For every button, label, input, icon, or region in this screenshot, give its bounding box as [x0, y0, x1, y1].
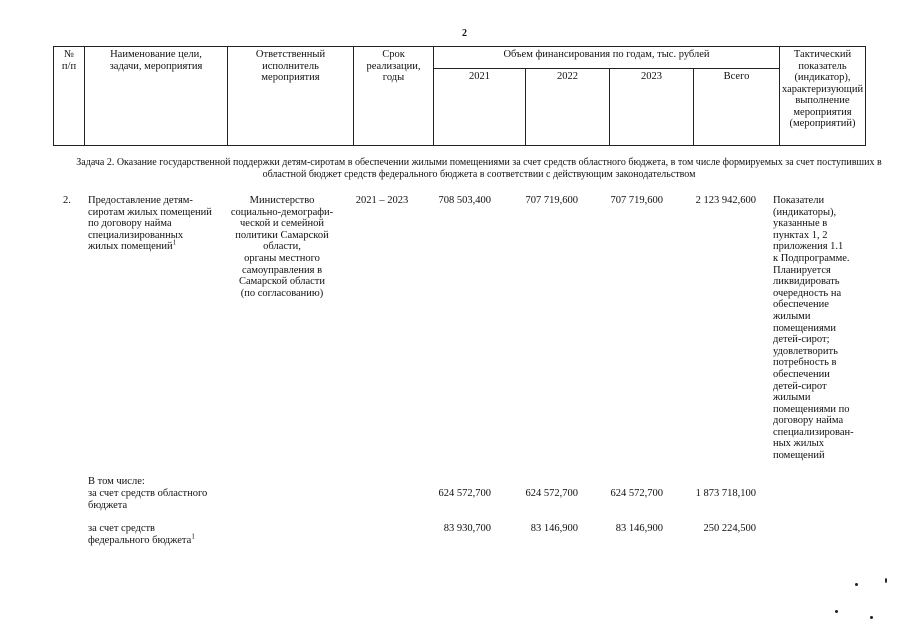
row-name	[88, 195, 233, 253]
regional-value-total: 1 873 718,100	[695, 488, 756, 499]
task-title: Задача 2. Оказание государственной поддержки детям-сиротам в обеспечении жилыми помещениями за счет средств областного бюджета, в том числе формируемых за счет поступивших в областной бюджет средств федерального бюджета в соответствии с действующим законодательством	[76, 157, 882, 180]
row-value-2021: 708 503,400	[438, 195, 491, 206]
federal-label-text: за счет средств федерального бюджета	[88, 523, 192, 546]
col-header-indicator: Тактический показатель (индикатор), характеризующий выполнение мероприятия (мероприятий)	[780, 47, 866, 146]
col-header-term: Срок реализации, годы	[354, 47, 434, 146]
regional-value-2022: 624 572,700	[525, 488, 578, 499]
federal-label-footnote: 1	[191, 532, 195, 541]
federal-value-2022: 83 146,900	[530, 523, 578, 534]
col-header-funding: Объем финансирования по годам, тыс. рублей	[434, 47, 780, 69]
col-header-2022: 2022	[526, 69, 610, 146]
regional-label: за счет средств областного бюджета	[88, 488, 208, 511]
row-value-total: 2 123 942,600	[695, 195, 756, 206]
federal-value-total: 250 224,500	[703, 523, 756, 534]
row-value-2022: 707 719,600	[525, 195, 578, 206]
col-header-num: № п/п	[54, 47, 85, 146]
row-executor: Министерство социально-демографи- ческой и семейной политики Самарской области, органы местного самоуправления в Самарской области (по согласованию)	[230, 195, 334, 299]
row-name-text: Предоставление детям- сиротам жилых помещений по договору найма специализированных жилых помещений	[88, 195, 212, 253]
federal-value-2023: 83 146,900	[615, 523, 663, 534]
col-header-2021: 2021	[434, 69, 526, 146]
row-value-2023: 707 719,600	[610, 195, 663, 206]
col-header-name: Наименование цели, задачи, мероприятия	[85, 47, 228, 146]
header-table	[53, 46, 866, 146]
row-number: 2.	[63, 195, 71, 206]
including-label: В том числе:	[88, 476, 145, 487]
scan-speck	[885, 578, 887, 583]
scan-speck	[855, 583, 858, 586]
federal-value-2021: 83 930,700	[443, 523, 491, 534]
scan-speck	[835, 610, 838, 613]
row-indicator: Показатели (индикаторы), указанные в пунктах 1, 2 приложения 1.1 к Подпрограмме. Планируется ликвидировать очередность на обеспечение жилыми помещениями детей-сирот; удовлетворить потребность в обеспечении детей-сирот жилыми помещениями по договору найма специализирован- ных жилых помещений	[773, 195, 854, 462]
col-header-2023: 2023	[610, 69, 694, 146]
col-header-executor: Ответственный исполнитель мероприятия	[228, 47, 354, 146]
col-header-total: Всего	[694, 69, 780, 146]
row-term: 2021 – 2023	[355, 195, 409, 206]
scan-speck	[870, 616, 873, 619]
federal-label	[88, 523, 233, 546]
regional-value-2021: 624 572,700	[438, 488, 491, 499]
page-number: 2	[462, 28, 467, 39]
row-name-footnote: 1	[172, 238, 177, 247]
regional-value-2023: 624 572,700	[610, 488, 663, 499]
